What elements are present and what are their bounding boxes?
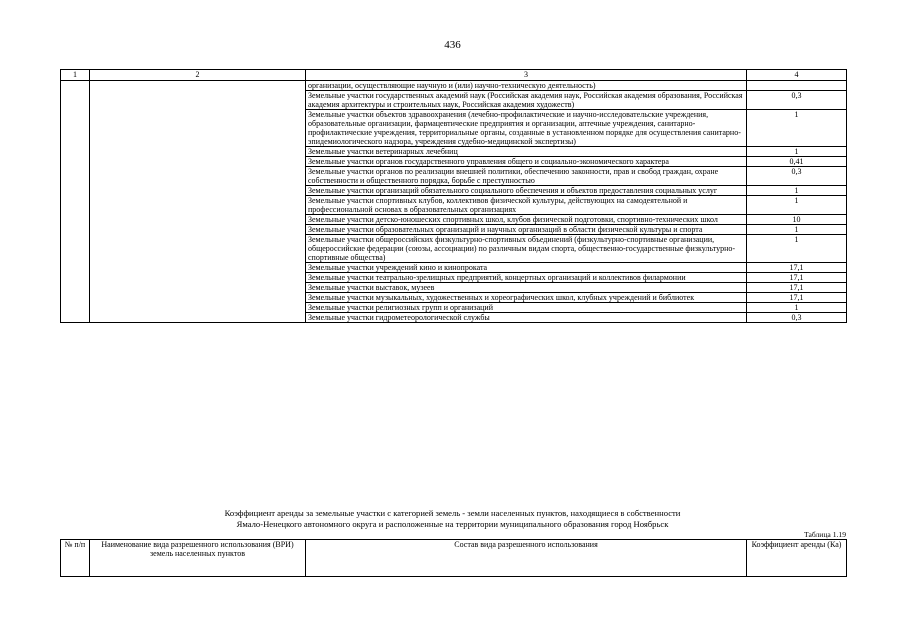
land-use-description: Земельные участки органов по реализации внешней политики, обеспечению законности, прав и свобод граждан, охране собственности и общественного порядка, борьбе с преступностью <box>306 167 747 186</box>
coefficient-value: 17,1 <box>747 293 847 303</box>
land-use-description: Земельные участки общероссийских физкультурно-спортивных объединений (физкультурно-спортивные организации, общероссийские федерации (союзы, ассоциации) по различным видам спорта, общественно-государственные физкультурно-спортивные общества) <box>306 235 747 263</box>
coefficient-value: 1 <box>747 225 847 235</box>
land-use-description: Земельные участки театрально-зрелищных предприятий, концертных организаций и коллективов филармонии <box>306 273 747 283</box>
land-use-description: Земельные участки спортивных клубов, коллективов физической культуры, действующих на самодеятельной и профессиональной основах в образовательных организациях <box>306 196 747 215</box>
table-1-19-header-row <box>61 540 847 577</box>
caption-line-1: Коэффициент аренды за земельные участки с категорией земель - земли населенных пунктов, находящиеся в собственности <box>224 508 681 518</box>
column-1-cell <box>61 81 90 323</box>
col-number-header: № п/п <box>61 540 90 577</box>
coefficient-value: 1 <box>747 196 847 215</box>
coefficient-value: 1 <box>747 147 847 157</box>
coefficient-value: 1 <box>747 303 847 313</box>
land-use-description: организации, осуществляющие научную и (или) научно-техническую деятельность) <box>306 81 747 91</box>
land-use-description: Земельные участки ветеринарных лечебниц <box>306 147 747 157</box>
coefficient-value: 10 <box>747 215 847 225</box>
land-use-description: Земельные участки учреждений кино и кинопроката <box>306 263 747 273</box>
table-number-label: Таблица 1.19 <box>804 530 846 539</box>
table-caption <box>0 508 905 530</box>
coefficient-value: 1 <box>747 186 847 196</box>
land-use-description: Земельные участки гидрометеорологической службы <box>306 313 747 323</box>
coefficient-value: 0,3 <box>747 91 847 110</box>
coefficient-value: 17,1 <box>747 283 847 293</box>
land-use-description: Земельные участки объектов здравоохранения (лечебно-профилактические и научно-исследовательские учреждения, образовательные организации, фармацевтические предприятия и организации, аптечные учреждения, санитарно-профилактические учреждения, территориальные органы, созданные в установленном порядке для осуществления санитарно-эпидемиологического надзора, учреждения судебно-медицинской экспертизы) <box>306 110 747 147</box>
table-1-19 <box>60 539 847 577</box>
main-table <box>60 69 847 323</box>
coefficient-value: 0,3 <box>747 167 847 186</box>
land-use-description: Земельные участки детско-юношеских спортивных школ, клубов физической подготовки, спортивно-технических школ <box>306 215 747 225</box>
caption-line-2: Ямало-Ненецкого автономного округа и расположенные на территории муниципального образования город Ноябрьск <box>236 519 669 529</box>
land-use-description: Земельные участки религиозных групп и организаций <box>306 303 747 313</box>
column-number-2: 2 <box>90 70 306 81</box>
coefficient-value: 17,1 <box>747 263 847 273</box>
column-number-1: 1 <box>61 70 90 81</box>
coefficient-value: 17,1 <box>747 273 847 283</box>
column-number-row <box>61 70 847 81</box>
coefficient-value: 0,41 <box>747 157 847 167</box>
col-coefficient-header: Коэффициент аренды (Ка) <box>747 540 847 577</box>
page-number: 436 <box>444 39 461 51</box>
column-2-cell <box>90 81 306 323</box>
column-number-3: 3 <box>306 70 747 81</box>
coefficient-value: 1 <box>747 110 847 147</box>
land-use-description: Земельные участки музыкальных, художественных и хореографических школ, клубных учреждений и библиотек <box>306 293 747 303</box>
coefficient-value: 1 <box>747 235 847 263</box>
land-use-description: Земельные участки организаций обязательного социального обеспечения и объектов предоставления социальных услуг <box>306 186 747 196</box>
land-use-description: Земельные участки органов государственного управления общего и социально-экономического характера <box>306 157 747 167</box>
column-number-4: 4 <box>747 70 847 81</box>
land-use-description: Земельные участки выставок, музеев <box>306 283 747 293</box>
land-use-description: Земельные участки образовательных организаций и научных организаций в области физической культуры и спорта <box>306 225 747 235</box>
col-composition-header: Состав вида разрешенного использования <box>306 540 747 577</box>
col-vri-name-header: Наименование вида разрешенного использования (ВРИ) земель населенных пунктов <box>90 540 306 577</box>
land-use-description: Земельные участки государственных академий наук (Российская академия наук, Российская академия образования, Российская академия архитектуры и строительных наук, Российская академия художеств) <box>306 91 747 110</box>
coefficient-value: 0,3 <box>747 313 847 323</box>
table-row <box>61 81 847 91</box>
coefficient-value <box>747 81 847 91</box>
